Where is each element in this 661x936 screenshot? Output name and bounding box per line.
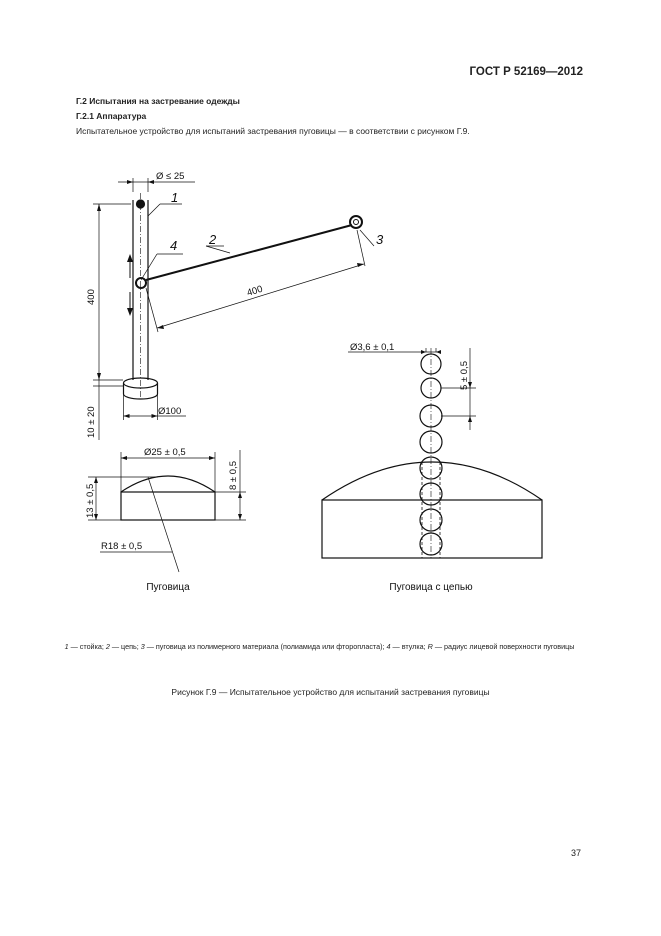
callout-3: 3 xyxy=(376,232,384,247)
base-height-dim: 10 ± 20 xyxy=(86,406,97,438)
height-dim: 400 xyxy=(86,289,97,305)
chain-length-dim: 400 xyxy=(245,283,265,299)
legend-text-2: — цепь; xyxy=(109,642,141,651)
legend-num-3: 3 xyxy=(140,642,145,651)
legend-text-1: — стойка; xyxy=(68,642,106,651)
bead-diameter-dim: Ø3,6 ± 0,1 xyxy=(350,342,395,353)
button-chain-label: Пуговица с цепью xyxy=(389,582,473,593)
legend-text-3: — пуговица из полимерного материала (полиамида или фторопласта); xyxy=(144,642,387,651)
figure-legend xyxy=(52,642,587,652)
base-diameter-dim: Ø100 xyxy=(158,406,182,417)
legend-num-4: 4 xyxy=(386,642,391,651)
legend-num-2: 2 xyxy=(105,642,110,651)
legend-num-1: 1 xyxy=(64,642,69,651)
callout-1: 1 xyxy=(171,190,179,205)
rod-diameter-dim: Ø ≤ 25 xyxy=(156,171,185,182)
dome-height-dim: 8 ± 0,5 xyxy=(228,461,239,490)
document-code: ГОСТ Р 52169—2012 xyxy=(469,66,583,78)
legend-text-4: — втулка; xyxy=(390,642,428,651)
button-diameter-dim: Ø25 ± 0,5 xyxy=(144,447,186,458)
section-paragraph: Испытательное устройство для испытаний застревания пуговицы — в соответствии с рисунком Г.9. xyxy=(76,126,470,136)
page-number: 37 xyxy=(571,848,582,858)
button-label: Пуговица xyxy=(146,582,190,593)
subsection-title: Г.2.1 Аппаратура xyxy=(76,111,147,121)
bead-pitch-dim: 5 ± 0,5 xyxy=(459,361,470,390)
legend-text-r: — радиус лицевой поверхности пуговицы xyxy=(432,642,575,651)
section-title: Г.2 Испытания на застревание одежды xyxy=(76,96,240,106)
figure-caption: Рисунок Г.9 — Испытательное устройство для испытаний застревания пуговицы xyxy=(171,687,490,697)
callout-4: 4 xyxy=(170,238,178,253)
callout-2: 2 xyxy=(209,232,217,247)
button-height-dim: 13 ± 0,5 xyxy=(85,483,96,518)
radius-dim: R18 ± 0,5 xyxy=(101,541,143,552)
legend-num-r: R xyxy=(427,642,433,651)
